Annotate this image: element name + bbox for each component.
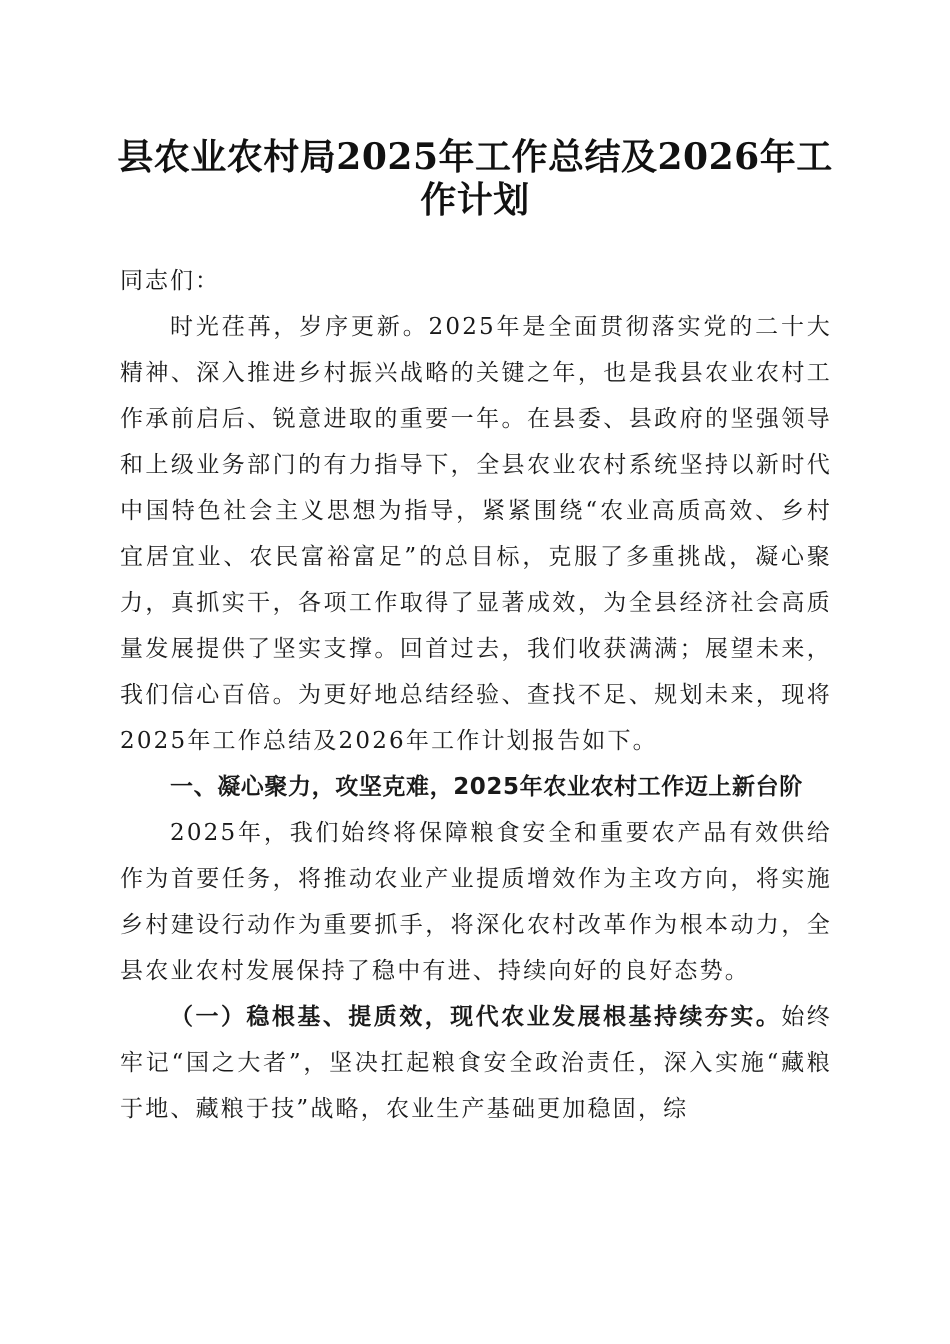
section-1-heading: 一、凝心聚力，攻坚克难，2025年农业农村工作迈上新台阶 [170,774,803,800]
document-body [120,258,832,1132]
intro-paragraph: 时光荏苒，岁序更新。2025年是全面贯彻落实党的二十大精神、深入推进乡村振兴战略的关键之年，也是我县农业农村工作承前启后、锐意进取的重要一年。在县委、县政府的坚强领导和上级业务部门的有力指导下，全县农业农村系统坚持以新时代中国特色社会主义思想为指导，紧紧围绕“农业高质高效、乡村宜居宜业、农民富裕富足”的总目标，克服了多重挑战，凝心聚力，真抓实干，各项工作取得了显著成效，为全县经济社会高质量发展提供了坚实支撑。回首过去，我们收获满满；展望未来，我们信心百倍。为更好地总结经验、查找不足、规划未来，现将2025年工作总结及2026年工作计划报告如下。 [120,314,832,754]
section-1-paragraph: 2025年，我们始终将保障粮食安全和重要农产品有效供给作为首要任务，将推动农业产业提质增效作为主攻方向，将实施乡村建设行动作为重要抓手，将深化农村改革作为根本动力，全县农业农村发展保持了稳中有进、持续向好的良好态势。 [120,820,832,984]
subsection-1-lead: （一）稳根基、提质效，现代农业发展根基持续夯实。 [170,1003,782,1030]
salutation: 同志们： [120,268,220,294]
document-title: 县农业农村局2025年工作总结及2026年工作计划 [117,136,833,221]
subsection-1-paragraph [120,994,832,1132]
subsection-1-text: 始终牢记“国之大者”，坚决扛起粮食安全政治责任，深入实施“藏粮于地、藏粮于技”战略，农业生产基础更加稳固，综 [120,1004,832,1122]
